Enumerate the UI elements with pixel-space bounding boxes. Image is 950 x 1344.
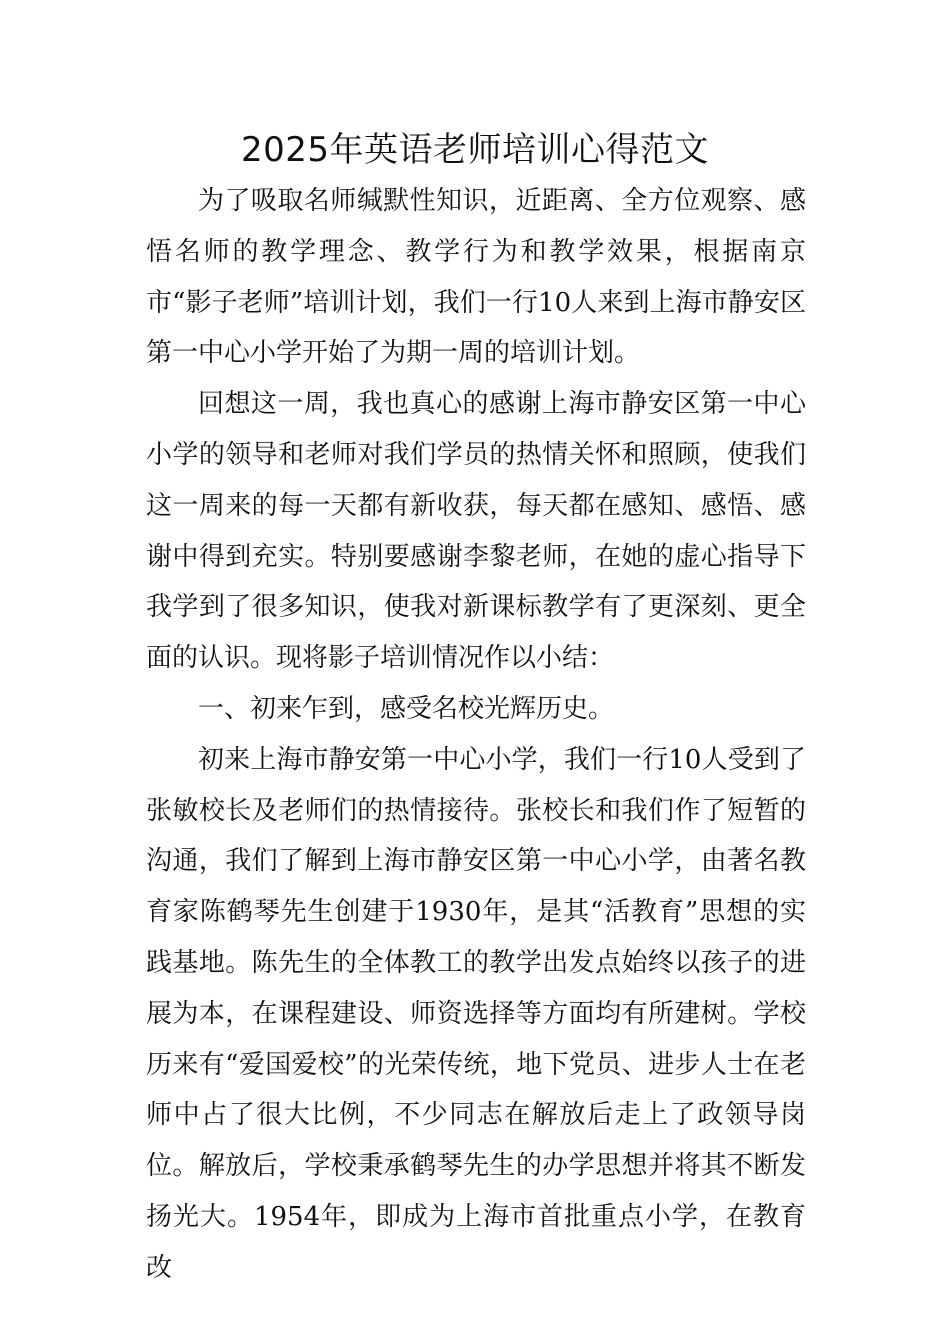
paragraph: 初来上海市静安第一中心小学，我们一行10人受到了张敏校长及老师们的热情接待。张校长和我们作了短暂的沟通，我们了解到上海市静安区第一中心小学，由著名教育家陈鹤琴先生创建于1930年，是其“活教育”思想的实践基地。陈先生的全体教工的教学出发点始终以孩子的进展为本，在课程建设、师资选择等方面均有所建树。学校历来有“爱国爱校”的光荣传统，地下党员、进步人士在老师中占了很大比例，不少同志在解放后走上了政领导岗位。解放后，学校秉承鹤琴先生的办学思想并将其不断发扬光大。1954年，即成为上海市首批重点小学，在教育改 bbox=[146, 744, 806, 1283]
paragraph: 回想这一周，我也真心的感谢上海市静安区第一中心小学的领导和老师对我们学员的热情关怀和照顾，使我们这一周来的每一天都有新收获，每天都在感知、感悟、感谢中得到充实。特别要感谢李黎老师，在她的虚心指导下我学到了很多知识，使我对新课标教学有了更深刻、更全面的认识。现将影子培训情况作以小结： bbox=[146, 389, 806, 674]
document-body bbox=[146, 176, 806, 1294]
paragraph: 为了吸取名师缄默性知识，近距离、全方位观察、感悟名师的教学理念、教学行为和教学效果，根据南京市“影子老师”培训计划，我们一行10人来到上海市静安区第一中心小学开始了为期一周的培训计划。 bbox=[146, 186, 806, 369]
document-title: 2025年英语老师培训心得范文 bbox=[240, 130, 710, 170]
section-heading: 一、初来乍到，感受名校光辉历史。 bbox=[198, 693, 615, 724]
